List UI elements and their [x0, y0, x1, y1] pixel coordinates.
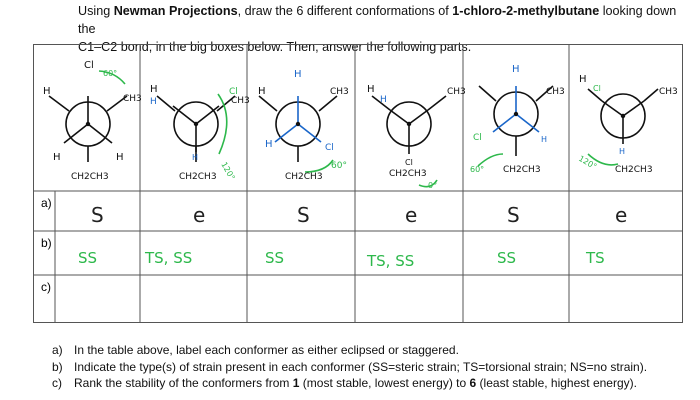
back-sub-1a: H: [43, 86, 51, 97]
back-sub-5a: Cl: [473, 133, 482, 143]
part-b: [52, 359, 692, 376]
back-sub-1c: H: [116, 152, 124, 163]
part-c: [52, 375, 692, 392]
front-sub-4a: H: [367, 84, 375, 95]
back-sub-5b: CH2CH3: [503, 165, 541, 175]
front-sub-1a: Cl: [84, 60, 94, 71]
part-c-label: c): [52, 376, 62, 390]
part-a-label: a): [52, 343, 63, 357]
instr-bold-compound: 1-chloro-2-methylbutane: [452, 4, 600, 18]
answer-a-3: S: [297, 203, 310, 227]
worksheet-table: [33, 44, 683, 328]
front-sub-6c: CH3: [659, 87, 678, 97]
front-sub-2c: H: [192, 153, 199, 162]
instructions-line-1: [78, 2, 688, 38]
back-sub-1b: CH3: [123, 94, 142, 104]
part-b-label: b): [52, 359, 63, 374]
part-c-text: [74, 375, 637, 392]
front-sub-4b: CH3: [447, 87, 466, 97]
part-c-pre: Rank the stability of the conformers from: [74, 376, 293, 390]
answer-b-4: TS, SS: [367, 252, 415, 270]
angle-label-2: 120°: [219, 160, 237, 182]
back-sub-1d: CH2CH3: [71, 172, 109, 182]
angle-label-6: 120°: [577, 153, 599, 172]
answer-b-3: SS: [265, 249, 285, 267]
angle-label-4: 0°: [428, 181, 438, 190]
answer-a-6: e: [615, 203, 628, 227]
back-sub-4a: H: [380, 95, 387, 105]
worksheet-table-svg: [33, 44, 683, 328]
front-sub-1b: H: [53, 152, 61, 163]
back-sub-6b: CH2CH3: [615, 165, 653, 175]
answer-a-4: e: [405, 203, 418, 227]
front-sub-5a: H: [512, 64, 520, 75]
front-sub-3b: H: [265, 139, 273, 150]
front-sub-3a: H: [294, 69, 302, 80]
part-c-post: (least stable, highest energy).: [476, 376, 637, 390]
back-sub-2b: H: [150, 97, 157, 107]
part-c-bold-1: 1: [292, 376, 300, 390]
back-sub-2c: CH2CH3: [179, 172, 217, 182]
angle-label-3: 60°: [331, 161, 347, 171]
row-label-a: a): [41, 196, 52, 210]
part-c-bold-6: 6: [469, 376, 477, 390]
question-parts: [52, 342, 692, 392]
part-a-text: In the table above, label each conformer as either eclipsed or staggered.: [74, 343, 459, 357]
angle-label-1: 60°: [103, 69, 118, 78]
row-label-b: b): [41, 236, 52, 250]
answer-a-1: S: [91, 203, 104, 227]
angle-label-5: 60°: [470, 165, 485, 174]
front-sub-5c: H: [541, 135, 548, 144]
back-sub-3b: H: [258, 86, 266, 97]
newman-projection-5: [478, 86, 553, 166]
answer-b-2: TS, SS: [145, 249, 193, 267]
back-sub-3c: CH2CH3: [285, 172, 323, 182]
front-sub-3c: Cl: [325, 143, 334, 153]
front-sub-4c: Cl: [405, 158, 413, 167]
answer-a-2: e: [193, 203, 206, 227]
front-sub-6b: Cl: [593, 84, 601, 93]
answer-a-5: S: [507, 203, 520, 227]
front-sub-5b: CH3: [546, 87, 565, 97]
back-sub-4b: CH2CH3: [389, 169, 427, 179]
part-c-mid: (most stable, lowest energy) to: [299, 376, 470, 390]
instructions-line-2: C1–C2 bond, in the big boxes below. Then, answer the following parts.: [78, 40, 472, 54]
answer-b-6: TS: [586, 249, 605, 267]
table-grid-lines: [34, 45, 683, 323]
row-label-c: c): [41, 280, 51, 294]
answer-b-1: SS: [78, 249, 98, 267]
part-a: [52, 342, 692, 359]
back-sub-2a: CH3: [231, 96, 250, 106]
answer-b-5: SS: [497, 249, 517, 267]
instr-text: looking down the: [78, 4, 677, 36]
newman-projection-1: [49, 71, 127, 162]
front-sub-6a: H: [579, 74, 587, 85]
instr-bold-newman: Newman Projections: [113, 4, 238, 18]
part-b-text: Indicate the type(s) of strain present in each conformer (SS=steric strain; TS=torsional strain; NS=no strain).: [74, 359, 648, 374]
instr-text: Using: [78, 4, 114, 18]
back-sub-6a: H: [619, 147, 626, 156]
front-sub-2a: H: [150, 84, 158, 95]
instr-text: , draw the 6 different conformations of: [237, 4, 453, 18]
front-sub-2b: Cl: [229, 87, 238, 97]
newman-projection-2: [157, 94, 235, 162]
newman-projection-3: [259, 96, 337, 172]
back-sub-3a: CH3: [330, 87, 349, 97]
